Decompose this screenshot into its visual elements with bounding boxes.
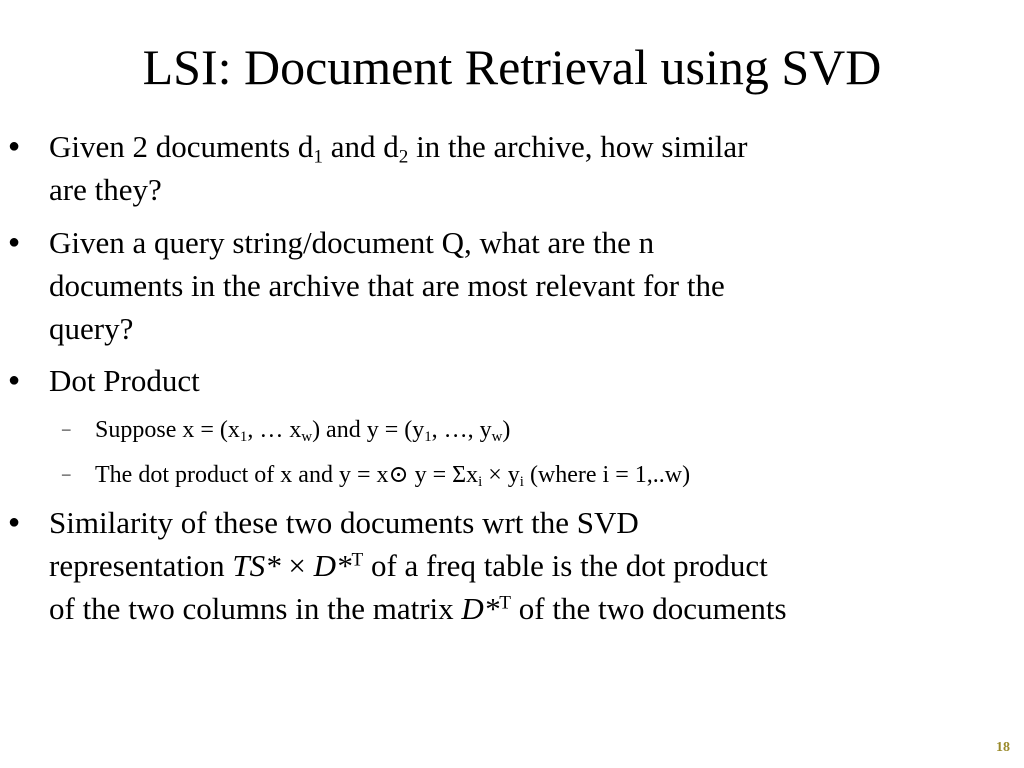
subbullet-dash-icon: – xyxy=(62,464,71,483)
bullet-dot-icon: ● xyxy=(8,231,21,253)
bullet-text-continued: representation TS* × D*$^T$ of a freq table is the dot product xyxy=(49,548,768,583)
subbullet-dot-product-formula xyxy=(62,458,1002,492)
bullet-text: Given 2 documents $d_1$ and $d_2$ in the archive, how similar xyxy=(49,129,748,168)
bullet-dot-icon: ● xyxy=(8,369,21,391)
bullet-dot-icon: ● xyxy=(8,511,21,533)
subbullet-text: The dot product of x and y = x⊙ $y = \Sigma x_i \times y_i$ (where i = 1,..w) xyxy=(95,462,691,491)
bullet-text-continued: of the two columns in the matrix D*$^T$ of the two documents xyxy=(49,591,787,626)
subbullet-dash-icon: – xyxy=(62,419,71,438)
slide-title: LSI: Document Retrieval using SVD xyxy=(142,39,882,95)
subbullet-vector-definition xyxy=(62,413,1002,447)
subbullet-text: Suppose $x = (x_1$, … $x_w$) and $y = (y_1$, …, $y_w$) xyxy=(95,417,511,446)
odot-operator-icon: ⊙ xyxy=(388,462,409,488)
bullet-svd-similarity xyxy=(8,501,1008,630)
page-number: 18 xyxy=(996,740,1010,755)
bullet-text-continued: are they? xyxy=(49,172,162,207)
bullet-text: Given a query string/document Q, what are the n xyxy=(49,225,655,260)
bullet-text-continued: documents in the archive that are most relevant for the xyxy=(49,268,725,303)
bullet-dot-product xyxy=(8,359,1008,402)
bullet-text: Similarity of these two documents wrt the SVD xyxy=(49,505,639,540)
bullet-text: Dot Product xyxy=(49,363,200,398)
bullet-dot-icon: ● xyxy=(8,135,21,157)
bullet-text-continued: query? xyxy=(49,311,134,346)
bullet-query-relevance xyxy=(8,221,1008,350)
bullet-documents-similarity xyxy=(8,125,1008,211)
